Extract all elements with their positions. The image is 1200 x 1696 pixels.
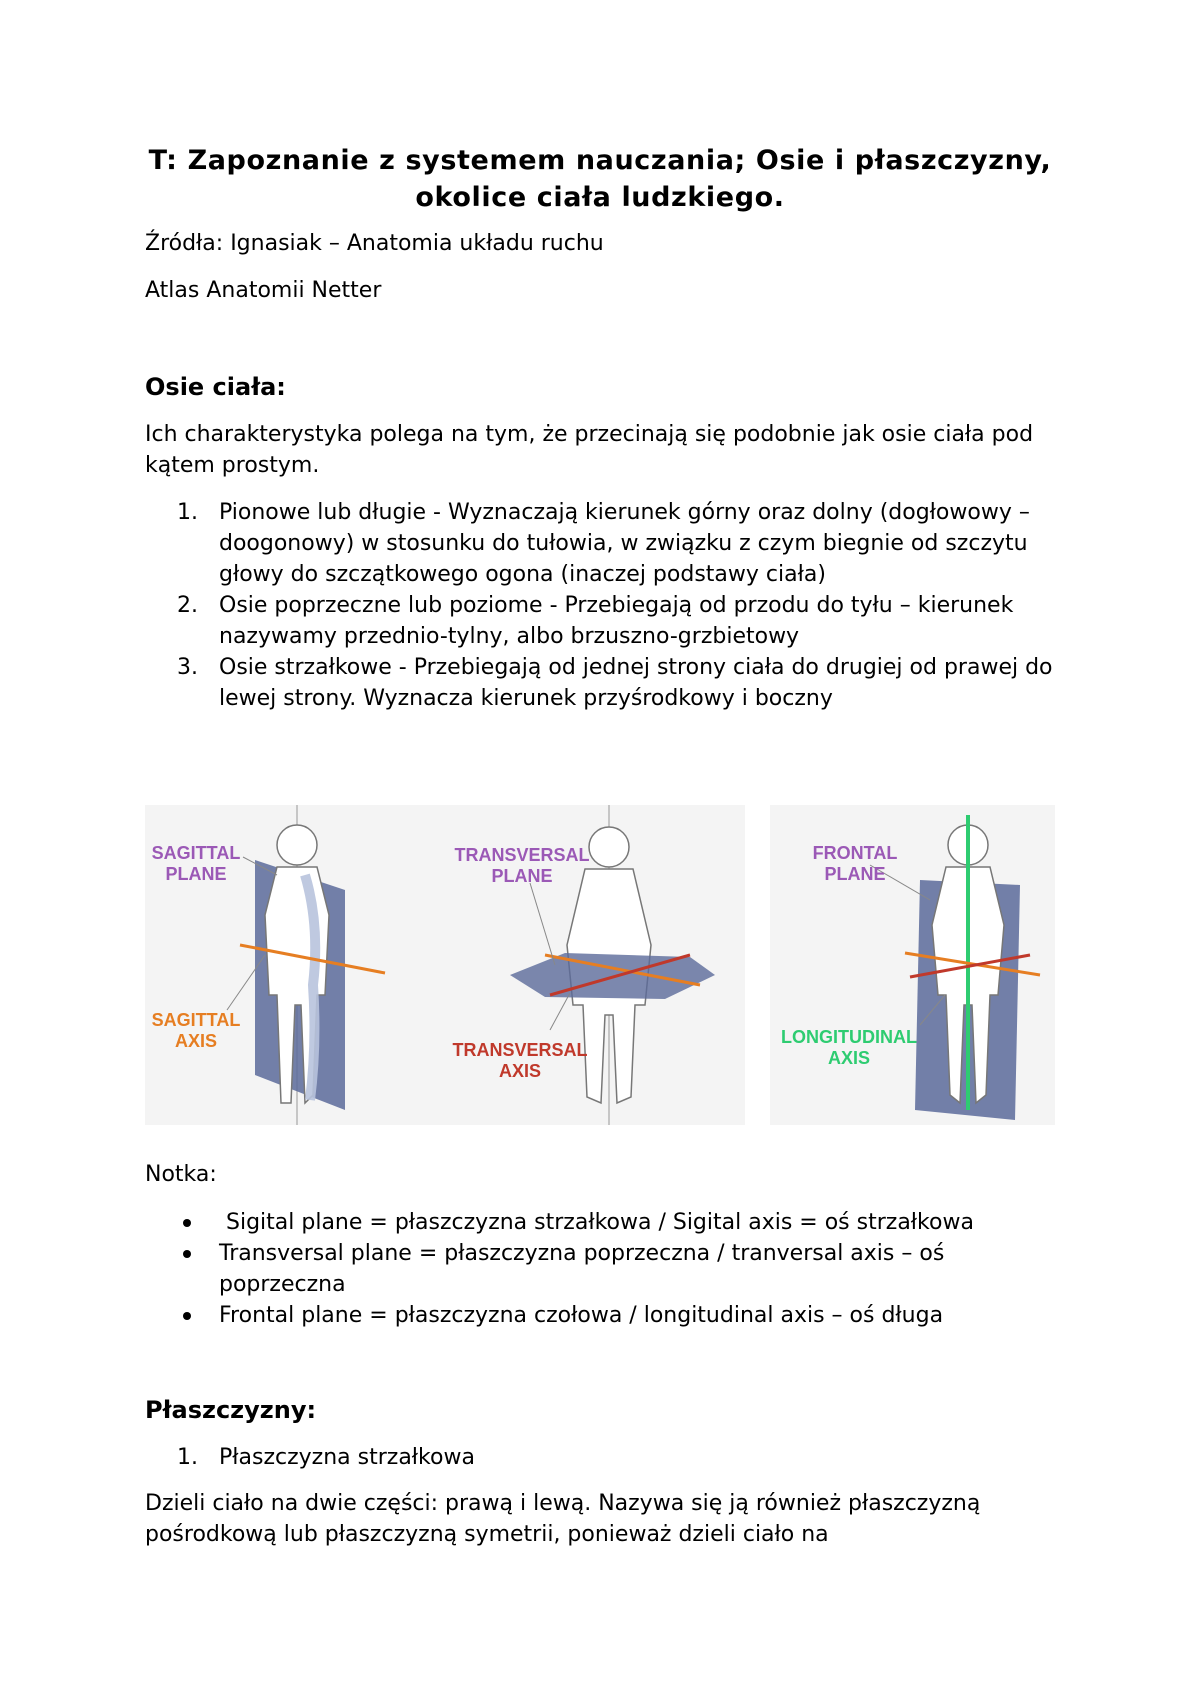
list-item (145, 1207, 1075, 1238)
body-planes-figure (145, 805, 1055, 1125)
notes-heading: Notka: (145, 1162, 217, 1187)
list-text: Pionowe lub długie - Wyznaczają kierunek górny oraz dolny (dogłowowy – doogonowy) w stosunku do tułowia, w związku z czym biegnie od szczytu głowy do szczątkowego ogona (inaczej podstawy ciała) (219, 500, 1030, 587)
transversal-plane-label (447, 845, 597, 887)
bullet-icon (183, 1312, 191, 1320)
frontal-panel (770, 805, 1055, 1125)
sagittal-panel (145, 805, 445, 1125)
atlas-line: Atlas Anatomii Netter (145, 278, 382, 303)
list-item (145, 1442, 1075, 1473)
label-line: LONGITUDINAL (781, 1027, 917, 1047)
list-item (145, 1238, 1075, 1300)
bullet-icon (183, 1250, 191, 1258)
planes-paragraph: Dzieli ciało na dwie części: prawą i lewą. Nazywa się ją również płaszczyzną pośrodkową lub płaszczyzną symetrii, ponieważ dzieli ciało na (145, 1491, 981, 1547)
label-line: PLANE (165, 864, 227, 884)
label-line: AXIS (498, 1061, 541, 1081)
label-line: FRONTAL (812, 843, 898, 863)
list-item (145, 497, 1075, 590)
note-text: Frontal plane = płaszczyzna czołowa / longitudinal axis – oś długa (219, 1303, 944, 1328)
transversal-axis-label (445, 1040, 595, 1082)
page-title-line-2: okolice ciała ludzkiego. (415, 182, 785, 213)
list-item (145, 1300, 1075, 1331)
transversal-panel (445, 805, 745, 1125)
axes-heading: Osie ciała: (145, 373, 286, 401)
list-number: 3. (177, 655, 198, 680)
list-number: 1. (177, 1445, 198, 1470)
notes-list (145, 1207, 1075, 1331)
planes-heading: Płaszczyzny: (145, 1396, 317, 1424)
sagittal-axis-label (149, 1010, 243, 1052)
note-text: Sigital plane = płaszczyzna strzałkowa / Sigital axis = oś strzałkowa (219, 1210, 974, 1235)
planes-list (145, 1442, 1075, 1473)
label-line: PLANE (491, 866, 553, 886)
list-text: Osie strzałkowe - Przebiegają od jednej strony ciała do drugiej od prawej do lewej strony. Wyznacza kierunek przyśrodkowy i boczny (219, 655, 1053, 711)
label-line: PLANE (824, 864, 886, 884)
label-line: SAGITTAL (151, 843, 241, 863)
label-line: AXIS (827, 1048, 870, 1068)
list-number: 2. (177, 593, 198, 618)
list-number: 1. (177, 500, 198, 525)
list-text: Osie poprzeczne lub poziome - Przebiegają od przodu do tyłu – kierunek nazywamy przednio-tylny, albo brzuszno-grzbietowy (219, 593, 1014, 649)
page-title-line-1: T: Zapoznanie z systemem nauczania; Osie i płaszczyzny, (148, 145, 1052, 176)
label-line: SAGITTAL (151, 1010, 241, 1030)
label-line: TRANSVERSAL (452, 1040, 588, 1060)
list-item (145, 652, 1075, 714)
axes-intro: Ich charakterystyka polega na tym, że przecinają się podobnie jak osie ciała pod kątem prostym. (145, 422, 1034, 478)
list-text: Płaszczyzna strzałkowa (219, 1445, 475, 1470)
list-item (145, 590, 1075, 652)
bullet-icon (183, 1219, 191, 1227)
sagittal-plane-label (149, 843, 243, 885)
sources-line: Źródła: Ignasiak – Anatomia układu ruchu (145, 231, 604, 256)
longitudinal-axis-label (770, 1027, 928, 1069)
axes-list (145, 497, 1075, 714)
label-line: TRANSVERSAL (454, 845, 590, 865)
label-line: AXIS (174, 1031, 217, 1051)
frontal-plane-label (805, 843, 905, 885)
note-text: Transversal plane = płaszczyzna poprzeczna / tranversal axis – oś poprzeczna (219, 1241, 945, 1297)
